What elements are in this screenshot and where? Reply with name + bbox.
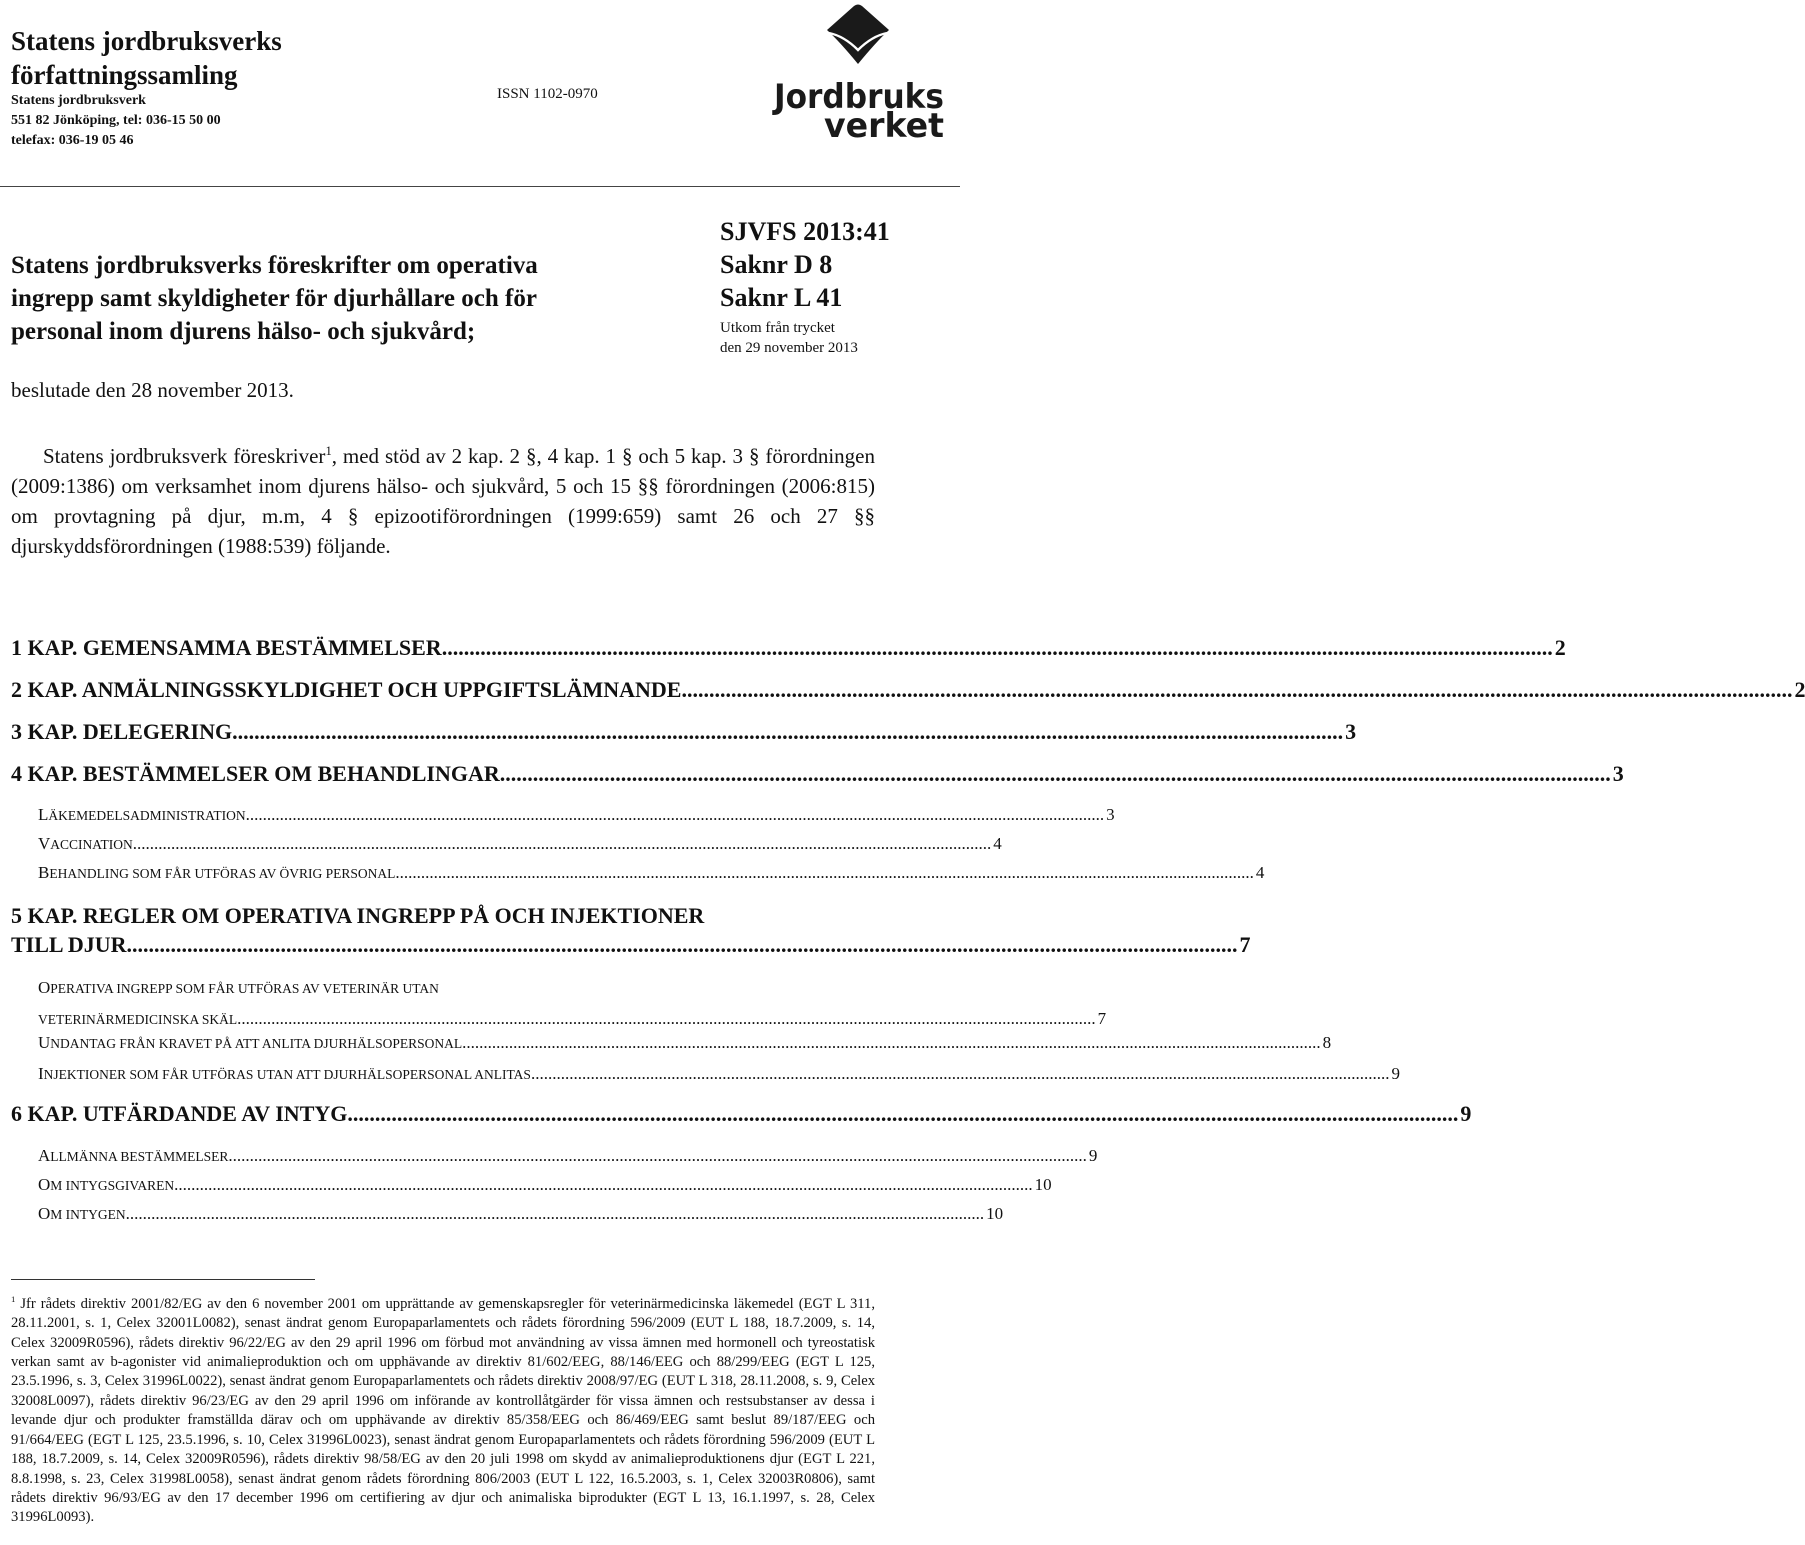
toc-label (38, 803, 246, 828)
toc-entry-kap6[interactable] (11, 1100, 1472, 1128)
toc-page: 10 (986, 1204, 1004, 1223)
toc-label (38, 973, 872, 1004)
toc-label-initial: B (38, 863, 50, 882)
footnote-text: Jfr rådets direktiv 2001/82/EG av den 6 november 2001 om upprättande av gemenskapsregler för veterinärmedicinska läkemedel (EGT L 311, 28.11.2001, s. 1, Celex 32001L0082), senast ändrat genom Europaparlamentets och rådets förordning 596/2009 (EUT L 188, 18.7.2009, s. 14, Celex 32009R0596), rådets direktiv 96/22/EG av den 29 april 1996 om förbud mot användning av vissa ämnen med hormonell och tyreostatisk verkan samt av b-agonister vid animalieproduktion och om upphävande av direktiv 81/602/EEG, 88/146/EEG och 88/299/EEG (EGT L 125, 23.5.1996, s. 3, Celex 31996L0022), senast ändrat genom Europaparlamentets och rådets direktiv 2008/97/EG (EUT L 318, 28.11.2008, s. 9, Celex 32008L0097), rådets direktiv 96/23/EG av den 29 april 1996 om införande av kontrollåtgärder för vissa ämnen och restsubstanser av dessa i levande djur och produkter framställda därav och om upphävande av direktiv 85/358/EEG och 86/469/EEG samt beslut 89/187/EEG och 91/664/EEG (EGT L 125, 23.5.1996, s. 10, Celex 31996L0023), senast ändrat genom Europaparlamentets och rådets förordning 596/2009 (EUT L 188, 18.7.2009, s. 14, Celex 32009R0596), rådets direktiv 98/58/EG av den 20 juli 1998 om skydd av animalieproduktionens djur (EGT L 221, 8.8.1998, s. 23, Celex 31998L0058), senast ändrat genom rådets förordning 806/2003 (EUT L 122, 16.5.2003, s. 1, Celex 32003R0806), samt rådets direktiv 96/93/EG av den 17 december 1996 om certifiering av djur och animaliska biprodukter (EGT L 13, 16.1.1997, s. 28, Celex 31996L0093). (11, 1295, 875, 1526)
toc-label-initial: V (38, 834, 51, 853)
toc-leader: .......................................................................................................................................................................................................... (681, 677, 1793, 702)
publication-title (11, 24, 282, 92)
publisher-address: 551 82 Jönköping, tel: 036-15 50 00 (11, 113, 221, 128)
toc-label: TILL DJUR (11, 932, 127, 957)
toc-label (38, 1144, 228, 1169)
toc-page: 4 (993, 834, 1002, 853)
regulation-identifier-block (720, 215, 890, 358)
toc-label (38, 1031, 462, 1056)
logo-text-line: verket (824, 106, 944, 146)
toc-page: 7 (1097, 1009, 1107, 1028)
toc-leader: .......................................................................................................................................................................................................... (228, 1146, 1087, 1165)
regulation-title-line: personal inom djurens hälso- och sjukvård; (11, 318, 476, 345)
toc-leader: .......................................................................................................................................................................................................... (125, 1204, 985, 1223)
toc-leader: .......................................................................................................................................................................................................... (174, 1175, 1033, 1194)
toc-subentry[interactable] (38, 1173, 1052, 1198)
toc-entry-kap1[interactable] (11, 634, 1566, 662)
toc-label-rest: EHANDLING SOM FÅR UTFÖRAS AV ÖVRIG PERSONAL (49, 866, 396, 881)
toc-subentry[interactable] (38, 1144, 1098, 1169)
toc-label (38, 1173, 174, 1198)
toc-subentry[interactable] (38, 861, 1265, 886)
toc-leader: .......................................................................................................................................................................................................... (347, 1101, 1459, 1126)
toc-page: 2 (1794, 677, 1805, 702)
publisher-name: Statens jordbruksverk (11, 93, 146, 108)
toc-leader: .......................................................................................................................................................................................................... (395, 863, 1254, 882)
toc-label (38, 1062, 531, 1087)
toc-leader: .......................................................................................................................................................................................................... (462, 1033, 1321, 1052)
toc-label: 2 KAP. ANMÄLNINGSSKYLDIGHET OCH UPPGIFTSLÄMNANDE (11, 677, 682, 702)
toc-entry-kap4[interactable] (11, 760, 1624, 788)
regulation-title-line: ingrepp samt skyldigheter för djurhållare och för (11, 285, 537, 312)
logo-text-line: Jordbruks (772, 77, 944, 117)
publication-title-line: författningssamling (11, 60, 238, 90)
jordbruksverket-logo (772, 2, 948, 146)
toc-label (38, 861, 395, 886)
footnote-marker: 1 (11, 1294, 16, 1304)
toc-label (38, 1202, 126, 1227)
toc-leader: .......................................................................................................................................................................................................... (441, 635, 1553, 660)
sjvfs-number: SJVFS 2013:41 (720, 217, 890, 246)
toc-label-rest: PERATIVA INGREPP SOM FÅR UTFÖRAS AV VETERINÄR UTAN (50, 981, 439, 996)
toc-subentry[interactable] (38, 1031, 1332, 1056)
toc-label-rest: M INTYGEN (50, 1207, 126, 1222)
publisher-contact (11, 91, 221, 151)
toc-leader: .......................................................................................................................................................................................................... (245, 805, 1105, 824)
toc-entry-kap2[interactable] (11, 676, 1805, 704)
footnote-reference: 1 (325, 444, 332, 458)
toc-leader: .......................................................................................................................................................................................................... (499, 761, 1611, 786)
intro-text: , med stöd av 2 kap. 2 §, 4 kap. 1 § och 5 kap. 3 § förordningen (2009:1386) om verksamhet inom djurens hälso- och sjukvård, 5 och 15 §§ förordningen (2006:815) om provtagning på djur, m.m, 4 § epizootiförordningen (1999:659) samt 26 och 27 §§ djurskyddsförordningen (1988:539) följande. (11, 444, 876, 558)
toc-label-rest: LLMÄNNA BESTÄMMELSER (50, 1149, 229, 1164)
toc-leader: .......................................................................................................................................................................................................... (126, 932, 1238, 957)
toc-page: 4 (1255, 863, 1265, 882)
toc-subentry[interactable] (38, 832, 1002, 857)
toc-label: 4 KAP. BESTÄMMELSER OM BEHANDLINGAR (11, 761, 500, 786)
toc-leader: .......................................................................................................................................................................................................... (232, 719, 1344, 744)
toc-leader: .......................................................................................................................................................................................................... (132, 834, 992, 853)
issn-number: ISSN 1102-0970 (497, 86, 598, 102)
toc-label-initial: L (38, 805, 49, 824)
header-divider (0, 186, 960, 187)
publication-title-line: Statens jordbruksverks (11, 26, 282, 56)
published-date: den 29 november 2013 (720, 340, 858, 356)
toc-label-rest: M INTYGSGIVAREN (50, 1178, 175, 1193)
toc-subentry[interactable] (38, 1062, 1400, 1087)
toc-page: 9 (1088, 1146, 1098, 1165)
intro-paragraph (11, 436, 875, 561)
toc-label: 6 KAP. UTFÄRDANDE AV INTYG (11, 1101, 348, 1126)
toc-subentry[interactable] (38, 973, 1107, 1035)
toc-page: 3 (1345, 719, 1357, 744)
toc-page: 7 (1239, 932, 1251, 957)
toc-label-rest: ACCINATION (50, 837, 133, 852)
toc-page: 8 (1322, 1033, 1332, 1052)
toc-page: 10 (1034, 1175, 1052, 1194)
toc-label-initial: A (38, 1146, 51, 1165)
toc-label-rest: NJEKTIONER SOM FÅR UTFÖRAS UTAN ATT DJURHÄLSOPERSONAL ANLITAS (43, 1067, 531, 1082)
toc-leader: .......................................................................................................................................................................................................... (530, 1064, 1390, 1083)
published-label: Utkom från trycket (720, 320, 835, 336)
toc-leader: .......................................................................................................................................................................................................... (237, 1009, 1096, 1028)
toc-entry-kap3[interactable] (11, 718, 1357, 746)
toc-label-initial: U (38, 1033, 51, 1052)
saknr-l: Saknr L 41 (720, 283, 843, 312)
toc-label: 5 KAP. REGLER OM OPERATIVA INGREPP PÅ OCH INJEKTIONER (11, 903, 705, 928)
toc-subentry[interactable] (38, 803, 1115, 828)
toc-subentry[interactable] (38, 1202, 1004, 1227)
toc-label-initial: I (38, 1064, 44, 1083)
toc-entry-kap5[interactable] (11, 901, 1251, 959)
toc-label (38, 832, 133, 857)
toc-page: 3 (1106, 805, 1115, 824)
toc-page: 3 (1612, 761, 1624, 786)
toc-label-rest: NDANTAG FRÅN KRAVET PÅ ATT ANLITA DJURHÄLSOPERSONAL (50, 1036, 463, 1051)
toc-label: 1 KAP. GEMENSAMMA BESTÄMMELSER (11, 635, 442, 660)
intro-text: Statens jordbruksverk föreskriver (43, 444, 326, 468)
regulation-title-line: Statens jordbruksverks föreskrifter om operativa (11, 252, 538, 279)
toc-label: 3 KAP. DELEGERING (11, 719, 233, 744)
toc-label-initial: O (38, 1175, 51, 1194)
footnote-divider (11, 1279, 315, 1280)
toc-label-rest: ÄKEMEDELSADMINISTRATION (48, 808, 246, 823)
decision-date: beslutade den 28 november 2013. (11, 378, 294, 402)
publisher-fax: telefax: 036-19 05 46 (11, 133, 134, 148)
saknr-d: Saknr D 8 (720, 250, 833, 279)
toc-label-initial: O (38, 1204, 51, 1223)
toc-label-rest: VETERINÄRMEDICINSKA SKÄL (38, 1012, 238, 1027)
toc-page: 9 (1391, 1064, 1400, 1083)
footnote (11, 1290, 875, 1528)
regulation-title (11, 249, 538, 348)
toc-label-initial: O (38, 978, 51, 997)
toc-page: 2 (1554, 635, 1566, 660)
toc-page: 9 (1460, 1101, 1472, 1126)
